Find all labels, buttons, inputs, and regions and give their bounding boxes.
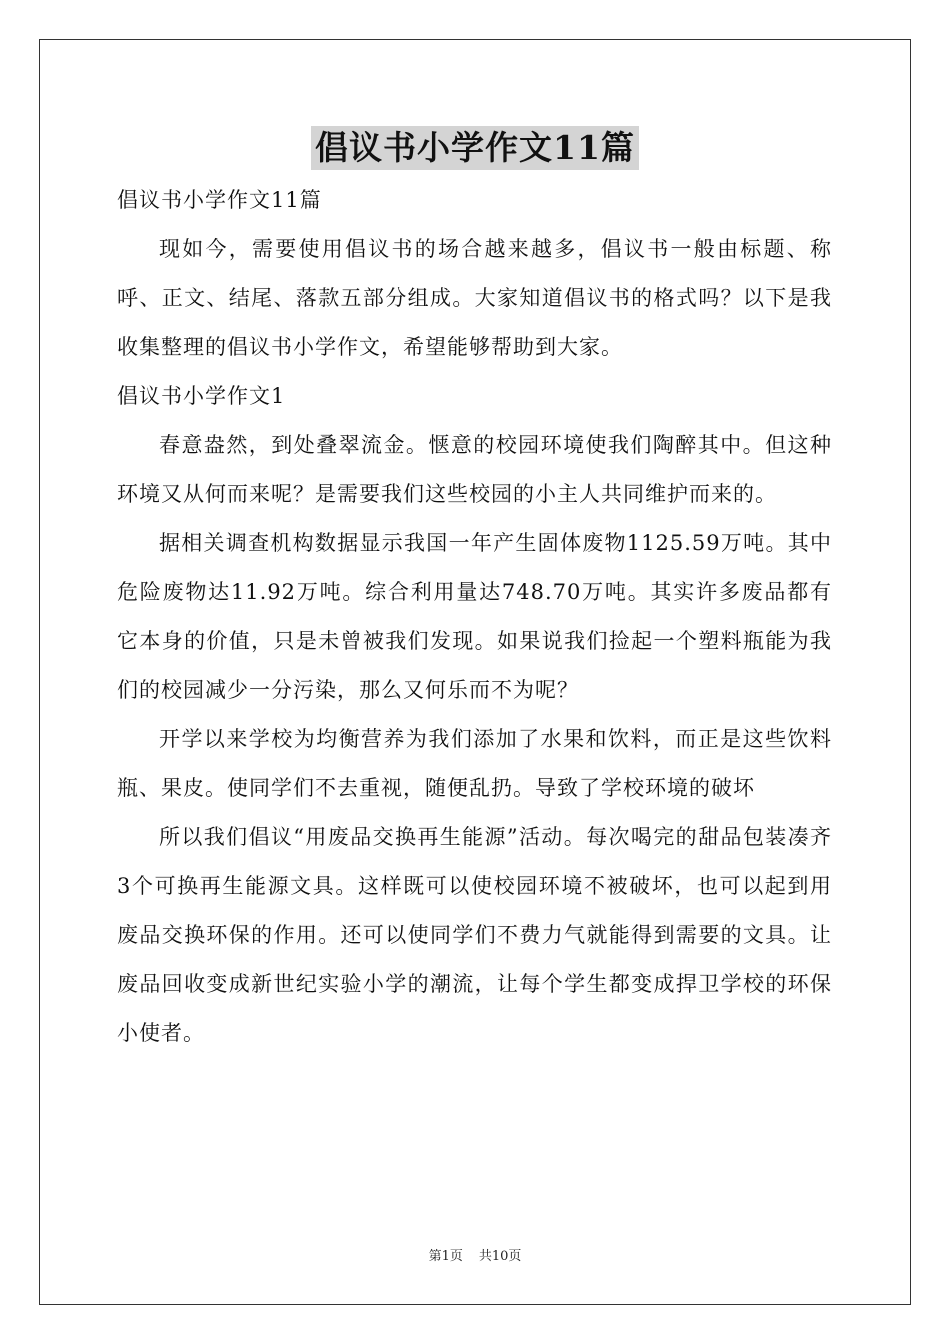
- body-paragraph: 春意盎然，到处叠翠流金。惬意的校园环境使我们陶醉其中。但这种环境又从何而来呢？是需要我们这些校园的小主人共同维护而来的。: [117, 433, 832, 506]
- document-subtitle: 倡议书小学作文11篇: [117, 188, 322, 212]
- body-paragraph: 据相关调查机构数据显示我国一年产生固体废物1125.59万吨。其中危险废物达11.92万吨。综合利用量达748.70万吨。其实许多废品都有它本身的价值，只是未曾被我们发现。如果说我们捡起一个塑料瓶能为我们的校园减少一分污染，那么又何乐而不为呢？: [117, 531, 832, 702]
- section-heading: 倡议书小学作文1: [117, 384, 286, 408]
- page-footer: [0, 1245, 950, 1264]
- page-number-total: 共10页: [478, 1249, 522, 1264]
- document-title: 倡议书小学作文11篇: [311, 126, 639, 170]
- title-wrap: [0, 126, 950, 170]
- intro-paragraph: 现如今，需要使用倡议书的场合越来越多，倡议书一般由标题、称呼、正文、结尾、落款五部分组成。大家知道倡议书的格式吗？以下是我收集整理的倡议书小学作文，希望能够帮助到大家。: [117, 237, 832, 359]
- body-paragraph: 所以我们倡议“用废品交换再生能源”活动。每次喝完的甜品包装凑齐3个可换再生能源文具。这样既可以使校园环境不被破坏，也可以起到用废品交换环保的作用。还可以使同学们不费力气就能得到需要的文具。让废品回收变成新世纪实验小学的潮流，让每个学生都变成捍卫学校的环保小使者。: [117, 825, 832, 1045]
- document-body: [117, 176, 832, 1058]
- page-number-current: 第1页: [428, 1249, 463, 1264]
- body-paragraph: 开学以来学校为均衡营养为我们添加了水果和饮料，而正是这些饮料瓶、果皮。使同学们不去重视，随便乱扔。导致了学校环境的破坏: [117, 727, 832, 800]
